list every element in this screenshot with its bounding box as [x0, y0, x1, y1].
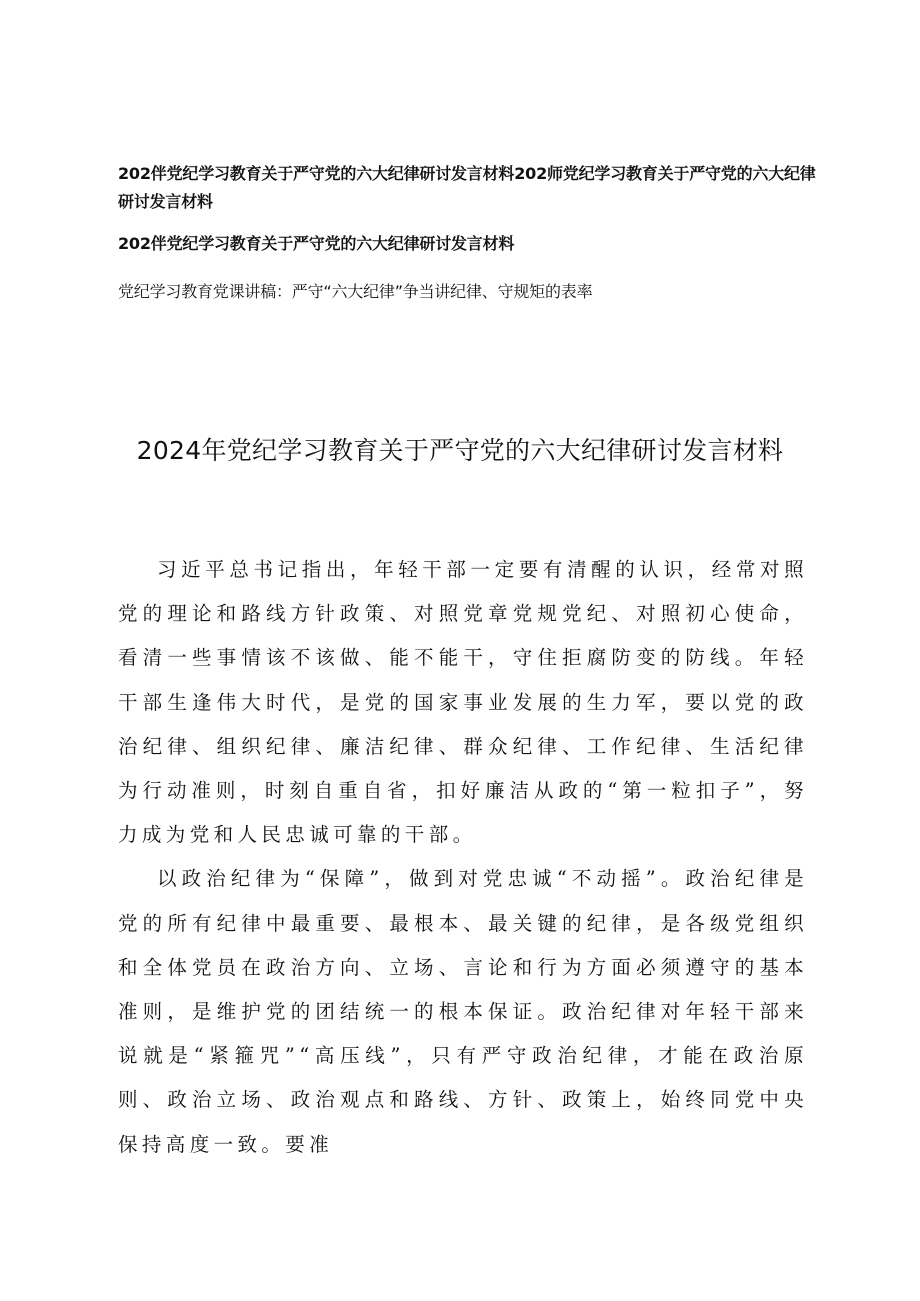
- related-document-title-2: 202伴党纪学习教育关于严守党的六大纪律研讨发言材料: [118, 234, 515, 253]
- document-body: [118, 548, 808, 1167]
- related-documents-list: [118, 160, 818, 306]
- related-document-title-1: 202伴党纪学习教育关于严守党的六大纪律研讨发言材料202师党纪学习教育关于严守党的六大纪律研讨发言材料: [118, 164, 816, 211]
- body-paragraph-2: 以政治纪律为“保障”，做到对党忠诚“不动摇”。政治纪律是党的所有纪律中最重要、最根本、最关键的纪律，是各级党组织和全体党员在政治方向、立场、言论和行为方面必须遵守的基本准则，是维护党的团结统一的根本保证。政治纪律对年轻干部来说就是“紧箍咒”“高压线”，只有严守政治纪律，才能在政治原则、政治立场、政治观点和路线、方针、政策上，始终同党中央保持高度一致。要准: [118, 867, 808, 1156]
- document-title: 2024年党纪学习教育关于严守党的六大纪律研讨发言材料: [136, 435, 784, 465]
- body-paragraph-1: 习近平总书记指出，年轻干部一定要有清醒的认识，经常对照党的理论和路线方针政策、对照党章党规党纪、对照初心使命，看清一些事情该不该做、能不能干，守住拒腐防变的防线。年轻干部生逢伟大时代，是党的国家事业发展的生力军，要以党的政治纪律、组织纪律、廉洁纪律、群众纪律、工作纪律、生活纪律为行动准则，时刻自重自省，扣好廉洁从政的“第一粒扣子”，努力成为党和人民忠诚可靠的干部。: [118, 558, 808, 847]
- related-document-title-3: 党纪学习教育党课讲稿：严守“六大纪律”争当讲纪律、守规矩的表率: [118, 282, 593, 301]
